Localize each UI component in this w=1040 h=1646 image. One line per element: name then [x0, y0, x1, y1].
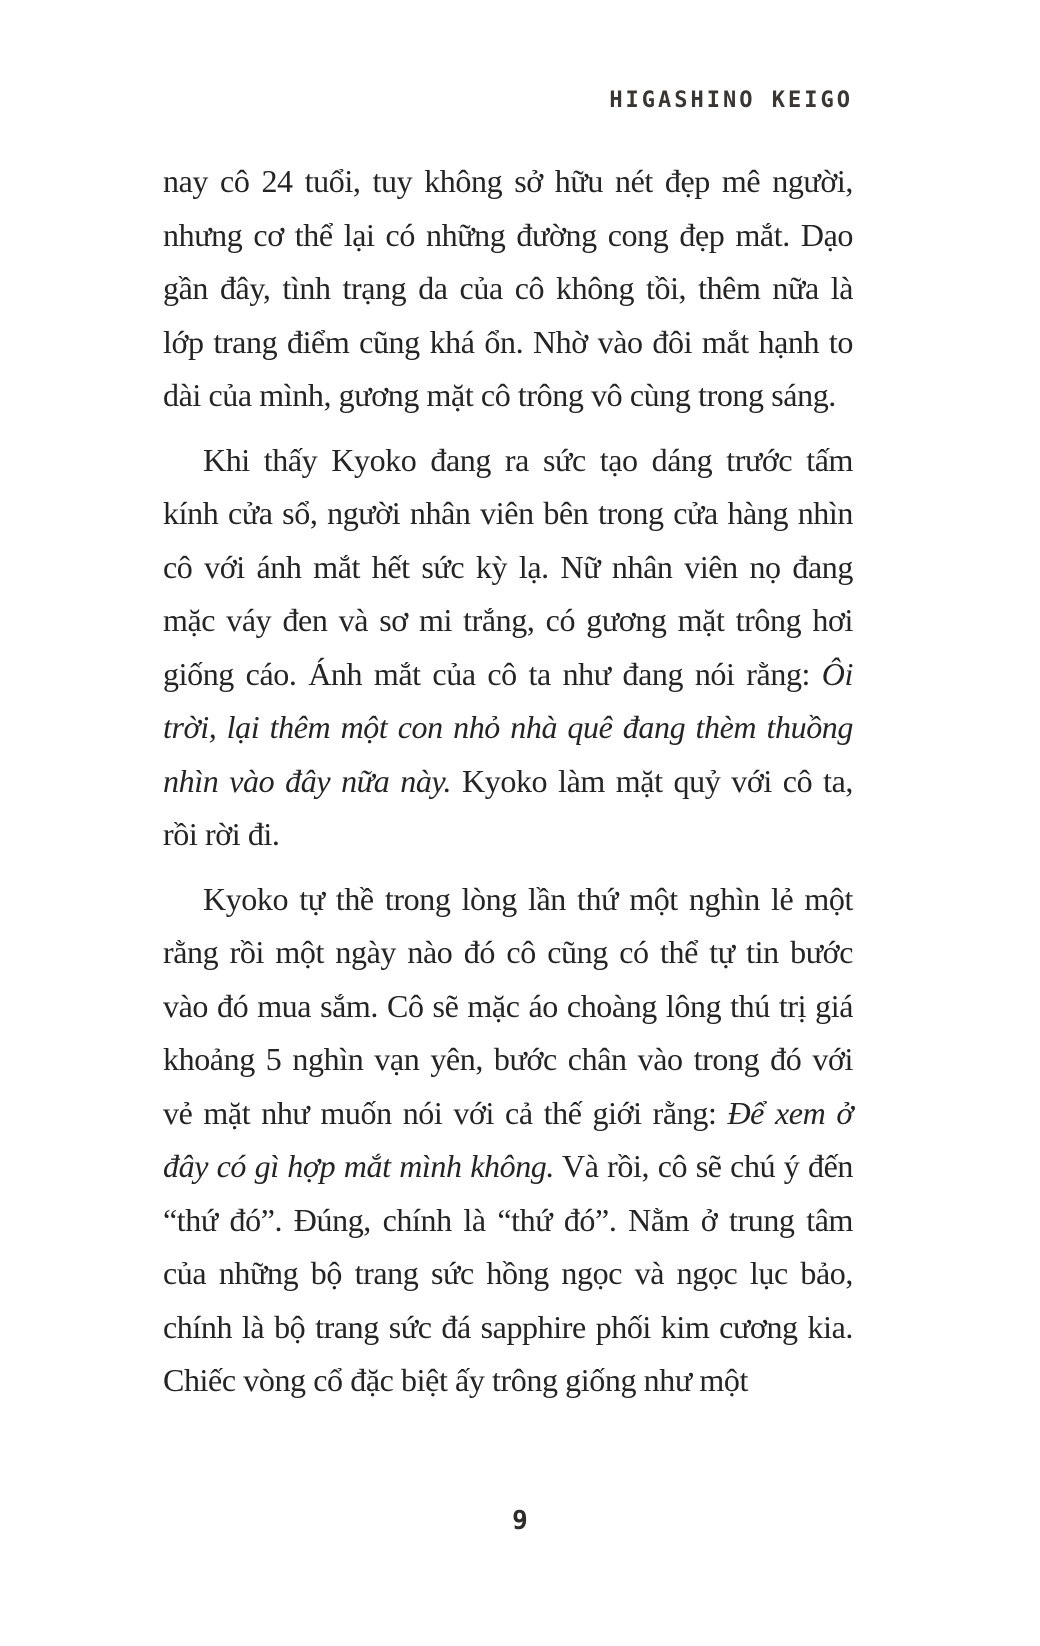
page-number: 9 — [512, 1506, 528, 1536]
text-run: Kyoko làm mặt quỷ với cô ta, rồi rời đi. — [163, 762, 853, 852]
text-run: Và rồi, cô sẽ chú ý đến “thứ đó”. Đúng, chính là “thứ đó”. Nằm ở trung tâm của những bộ trang sức hồng ngọc và ngọc lục bảo, chính là bộ trang sức đá sapphire phối kim cương kia. Chiếc vòng cổ đặc biệt ấy trông giống như một — [163, 1148, 853, 1398]
text-run: nay cô 24 tuổi, tuy không sở hữu nét đẹp mê người, nhưng cơ thể lại có những đường cong đẹp mắt. Dạo gần đây, tình trạng da của cô không tồi, thêm nữa là lớp trang điểm cũng khá ổn. Nhờ vào đôi mắt hạnh to dài của mình, gương mặt cô trông vô cùng trong sáng. — [163, 163, 853, 413]
italic-text-run: Ôi trời, lại thêm một con nhỏ nhà quê đang thèm thuồng nhìn vào đây nữa này. — [163, 655, 853, 799]
text-run: Kyoko tự thề trong lòng lần thứ một nghìn lẻ một rằng rồi một ngày nào đó cô cũng có thể tự tin bước vào đó mua sắm. Cô sẽ mặc áo choàng lông thú trị giá khoảng 5 nghìn vạn yên, bước chân vào trong đó với vẻ mặt như muốn nói với cả thế giới rằng: — [163, 880, 853, 1131]
italic-text-run: Để xem ở đây có gì hợp mắt mình không. — [163, 1094, 853, 1184]
text-run: Khi thấy Kyoko đang ra sức tạo dáng trước tấm kính cửa sổ, người nhân viên bên trong cửa hàng nhìn cô với ánh mắt hết sức kỳ lạ. Nữ nhân viên nọ đang mặc váy đen và sơ mi trắng, có gương mặt trông hơi giống cáo. Ánh mắt của cô ta như đang nói rằng: — [163, 441, 853, 692]
paragraph-3 — [163, 873, 853, 1408]
running-header-author: HIGASHINO KEIGO — [609, 88, 853, 113]
paragraph-1 — [163, 155, 853, 423]
text-column — [163, 0, 853, 1408]
paragraph-2 — [163, 434, 853, 862]
